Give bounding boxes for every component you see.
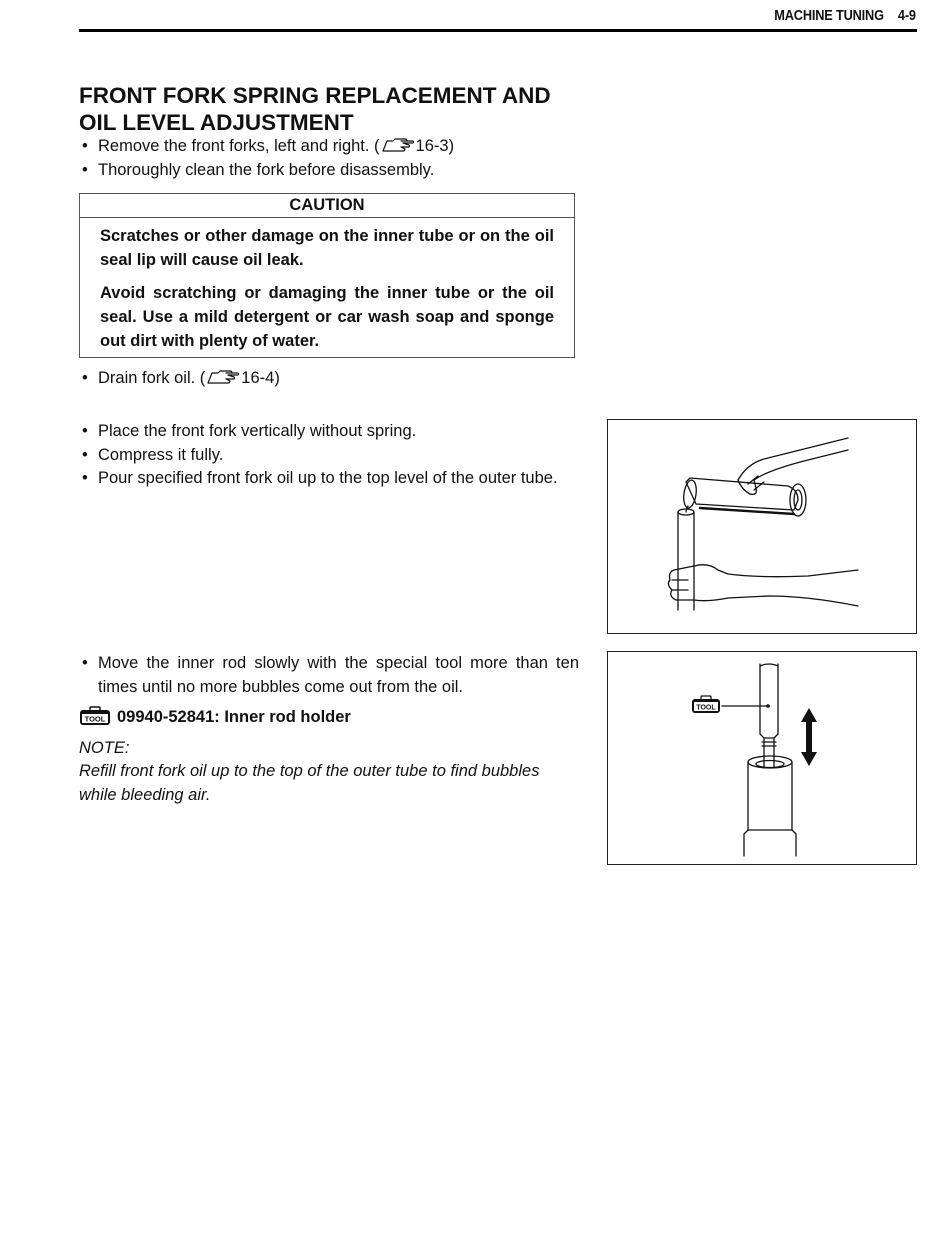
bullet-dot: •: [82, 422, 88, 440]
inner-rod-illustration: [608, 652, 918, 866]
header-rule: [79, 29, 917, 32]
step-text: Move the inner rod slowly with the special tool more than ten times until no more bubbles come out from the oil.: [98, 654, 579, 696]
list-item: • Remove the front forks, left and right. ( 16-3): [79, 135, 579, 159]
inner-rod-figure: [607, 651, 917, 865]
reference-page[interactable]: 16-4: [241, 369, 275, 387]
double-arrow-icon: [801, 708, 817, 766]
note-text: Refill front fork oil up to the top of the outer tube to find bubbles while bleeding air.: [79, 762, 540, 804]
page-number: 4-9: [898, 8, 916, 24]
list-item: • Drain fork oil. ( 16-4): [79, 367, 579, 391]
title-line-2: OIL LEVEL ADJUSTMENT: [79, 110, 354, 135]
pour-oil-illustration: [608, 420, 918, 635]
section-name: MACHINE TUNING: [774, 8, 885, 24]
special-tool: [79, 706, 351, 729]
list-item: [79, 652, 579, 699]
bullet-dot: •: [82, 469, 88, 487]
step-text: Thoroughly clean the fork before disassembly.: [98, 161, 435, 179]
special-tool-text: 09940-52841: Inner rod holder: [117, 708, 351, 726]
pour-oil-figure: [607, 419, 917, 634]
caution-paragraph: Avoid scratching or damaging the inner tube or the oil seal. Use a mild detergent or car wash soap and sponge out dirt with plenty of water.: [100, 284, 554, 350]
reference-page[interactable]: 16-3: [415, 137, 449, 155]
figure-tool-label: TOOL: [696, 704, 716, 712]
step-text: Pour specified front fork oil up to the top level of the outer tube.: [98, 469, 558, 487]
caution-box: [79, 193, 575, 358]
title-line-1: FRONT FORK SPRING REPLACEMENT AND: [79, 83, 551, 108]
list-item: [79, 159, 579, 183]
running-header: [774, 8, 916, 24]
tool-box-icon: [692, 696, 720, 713]
step-text: Drain fork oil. (: [98, 369, 206, 387]
bullet-dot: •: [82, 137, 88, 155]
pointing-hand-icon: [381, 137, 415, 153]
bullet-dot: •: [82, 369, 88, 387]
step-text: Compress it fully.: [98, 446, 224, 464]
list-item: [79, 467, 579, 491]
page-title: [79, 82, 599, 136]
step-text: Place the front fork vertically without spring.: [98, 422, 417, 440]
bullet-dot: •: [82, 161, 88, 179]
note-label: NOTE:: [79, 739, 130, 757]
list-item: [79, 420, 579, 444]
pointing-hand-icon: [206, 369, 240, 385]
step-text: Remove the front forks, left and right. (: [98, 137, 380, 155]
bullet-dot: •: [82, 654, 88, 672]
caution-heading: CAUTION: [80, 194, 574, 218]
caution-paragraph: Scratches or other damage on the inner tube or on the oil seal lip will cause oil leak.: [100, 227, 554, 269]
list-item: [79, 444, 579, 468]
tool-badge-label: TOOL: [84, 714, 106, 724]
tool-box-icon: [79, 706, 111, 726]
bullet-dot: •: [82, 446, 88, 464]
